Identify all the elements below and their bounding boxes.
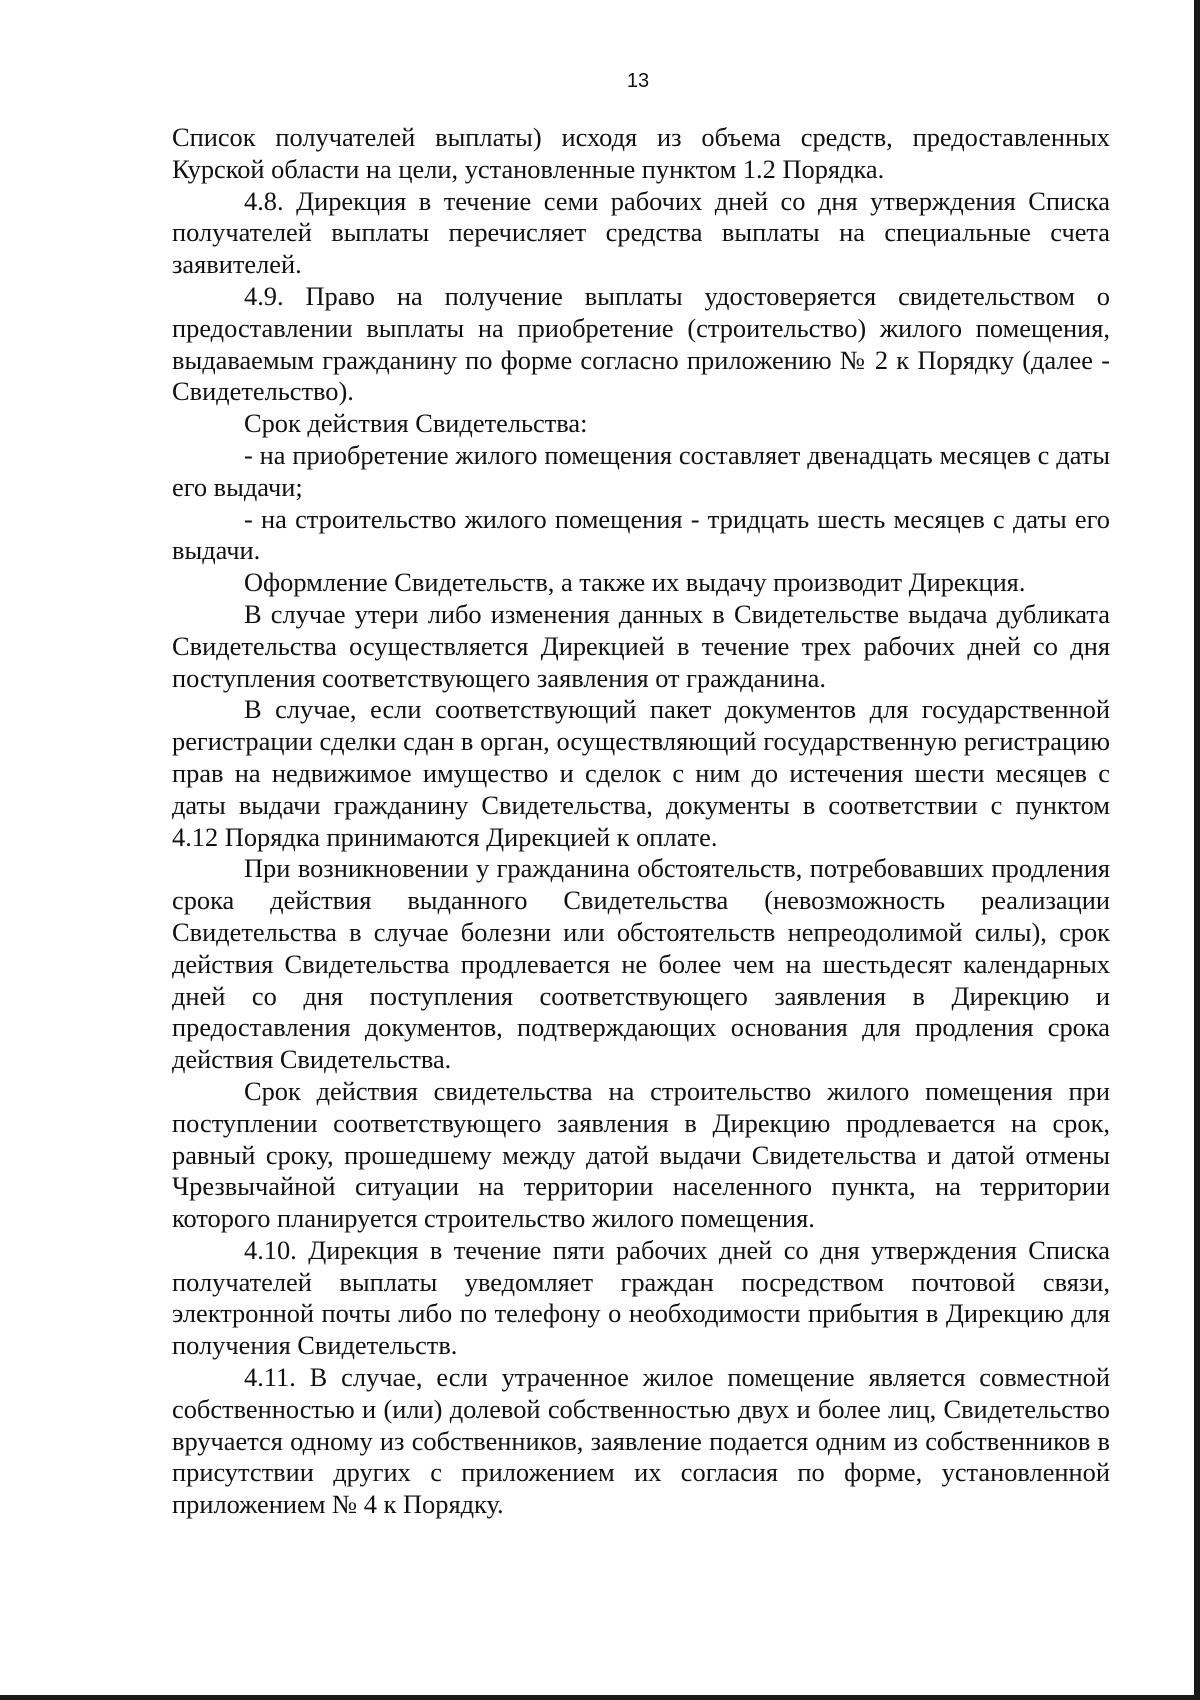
paragraph: 4.11. В случае, если утраченное жилое помещение является совместной собственностью и (или) долевой собственностью двух и более лиц, Свидетельство вручается одному из собственников, заявление подается одним из собственников в присутствии других с приложением их согласия по форме, установленной приложением № 4 к Порядку. — [172, 1362, 1110, 1520]
paragraph: В случае утери либо изменения данных в Свидетельстве выдача дубликата Свидетельства осуществляется Дирекцией в течение трех рабочих дней со дня поступления соответствующего заявления от гражданина. — [172, 598, 1110, 693]
paragraph: - на приобретение жилого помещения составляет двенадцать месяцев с даты его выдачи; — [172, 439, 1110, 502]
paragraph: 4.9. Право на получение выплаты удостоверяется свидетельством о предоставлении выплаты на приобретение (строительство) жилого помещения, выдаваемым гражданину по форме согласно приложению № 2 к Порядку (далее - Свидетельство). — [172, 280, 1110, 407]
page-number: 13 — [626, 70, 650, 92]
paragraph: Оформление Свидетельств, а также их выдачу производит Дирекция. — [244, 567, 1026, 598]
paragraph: В случае, если соответствующий пакет документов для государственной регистрации сделки сдан в орган, осуществляющий государственную регистрацию прав на недвижимое имущество и сделок с ним до истечения шести месяцев с даты выдачи гражданину Свидетельства, документы в соответствии с пунктом 4.12 Порядка принимаются Дирекцией к оплате. — [172, 694, 1110, 852]
document-body — [172, 122, 1110, 1521]
paragraph: При возникновении у гражданина обстоятельств, потребовавших продления срока действия выданного Свидетельства (невозможность реализации Свидетельства в случае болезни или обстоятельств непреодолимой силы), срок действия Свидетельства продлевается не более чем на шестьдесят календарных дней со дня поступления соответствующего заявления в Дирекцию и предоставления документов, подтверждающих основания для продления срока действия Свидетельства. — [172, 853, 1110, 1075]
paragraph: Список получателей выплаты) исходя из объема средств, предоставленных Курской области на цели, установленные пунктом 1.2 Порядка. — [172, 122, 1110, 184]
scan-border-bottom — [0, 1695, 1200, 1700]
paragraph: 4.8. Дирекция в течение семи рабочих дней со дня утверждения Списка получателей выплаты перечисляет средства выплаты на специальные счета заявителей. — [172, 185, 1110, 280]
paragraph: Срок действия Свидетельства: — [244, 408, 588, 439]
paragraph: - на строительство жилого помещения - тридцать шесть месяцев с даты его выдачи. — [172, 503, 1110, 566]
paragraph: Срок действия свидетельства на строительство жилого помещения при поступлении соответствующего заявления в Дирекцию продлевается на срок, равный сроку, прошедшему между датой выдачи Свидетельства и датой отмены Чрезвычайной ситуации на территории населенного пункта, на территории которого планируется строительство жилого помещения. — [172, 1075, 1110, 1234]
scan-border-right — [1194, 0, 1200, 1700]
paragraph: 4.10. Дирекция в течение пяти рабочих дней со дня утверждения Списка получателей выплаты уведомляет граждан посредством почтовой связи, электронной почты либо по телефону о необходимости прибытия в Дирекцию для получения Свидетельств. — [172, 1234, 1110, 1361]
